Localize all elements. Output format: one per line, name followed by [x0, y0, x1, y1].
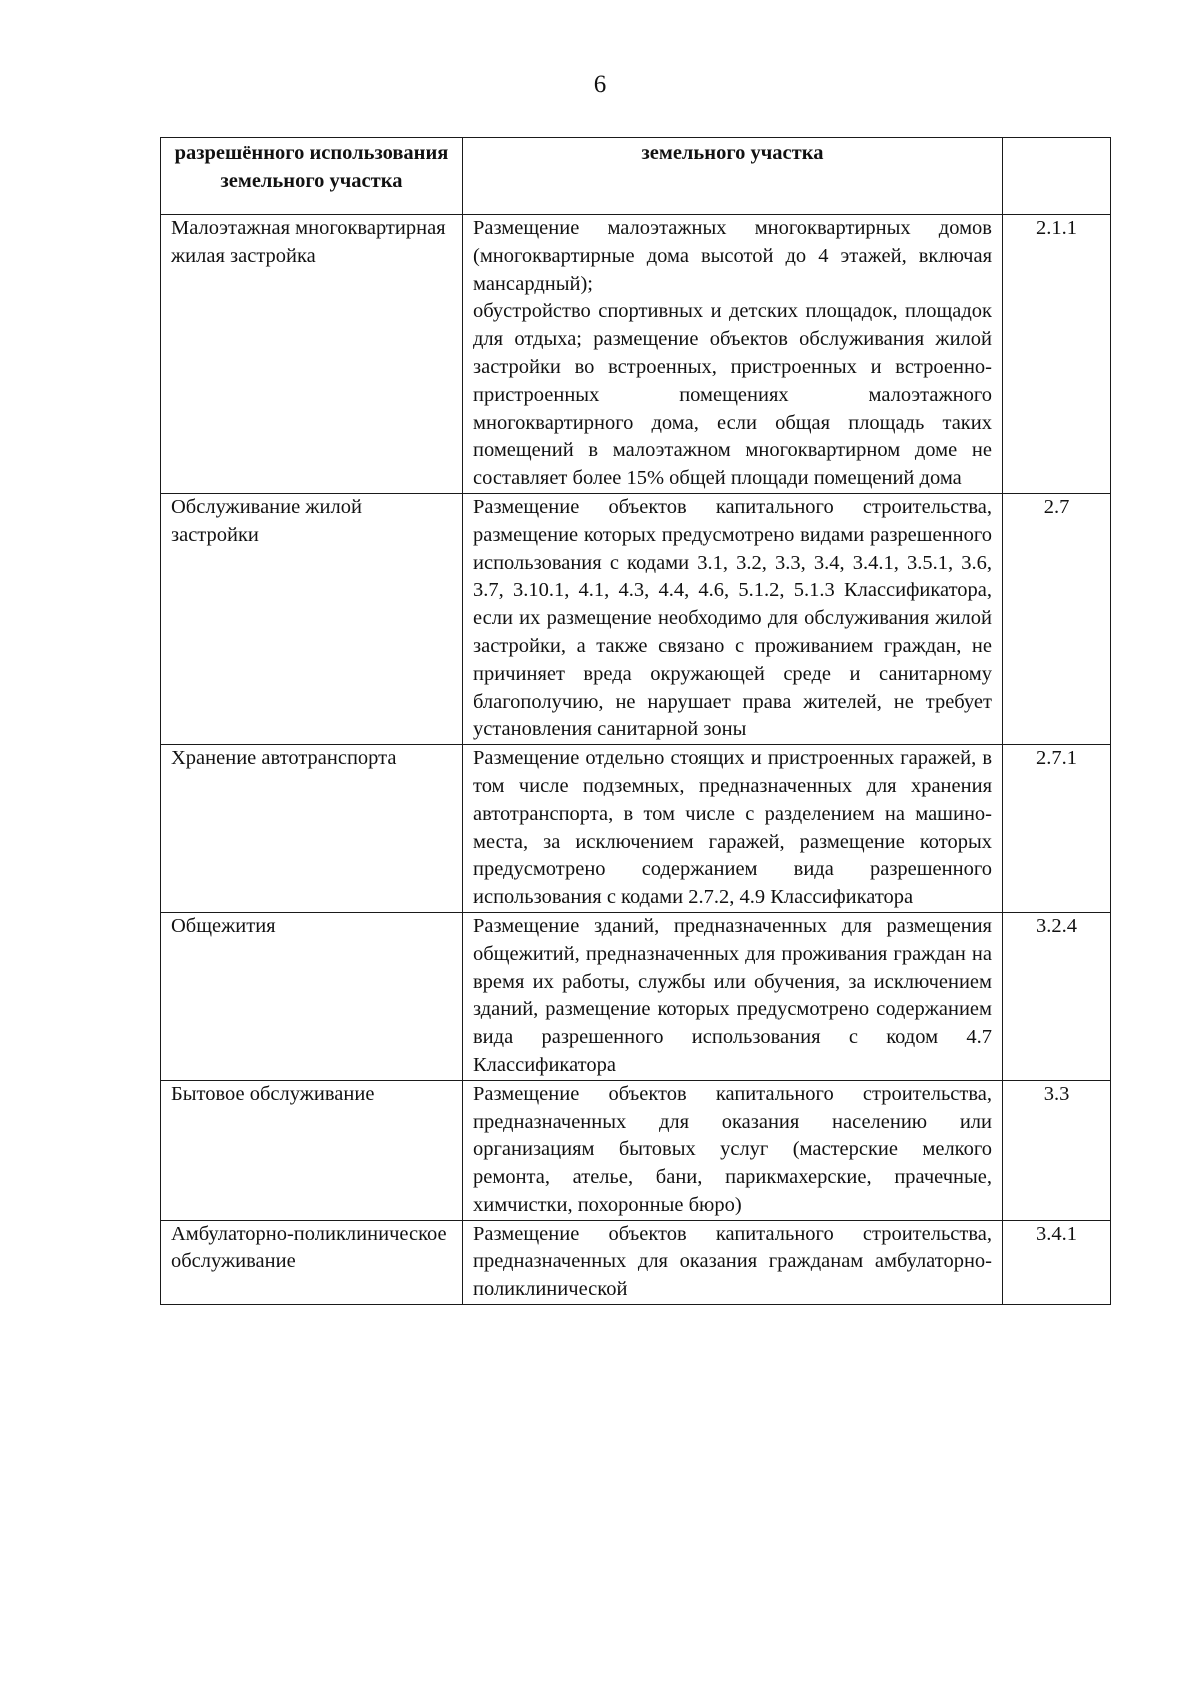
row-code: 2.7 — [1003, 493, 1111, 744]
row-code: 3.3 — [1003, 1080, 1111, 1220]
description-paragraph: Размещение объектов капитального строительства, предназначенных для оказания населению или организациям бытовых услуг (мастерские мелкого ремонта, ателье, бани, парикмахерские, прачечные, химчистки, похоронные бюро) — [473, 1082, 992, 1216]
row-use-name: Хранение автотранспорта — [161, 745, 463, 913]
row-use-name: Амбулаторно-поликлиническое обслуживание — [161, 1220, 463, 1304]
table-header-row — [161, 138, 1111, 215]
row-use-name: Малоэтажная многоквартирная жилая застройка — [161, 215, 463, 494]
table-row — [161, 215, 1111, 494]
table-row — [161, 1080, 1111, 1220]
row-description — [463, 1220, 1003, 1304]
header-cell-description: земельного участка — [463, 138, 1003, 215]
row-description — [463, 745, 1003, 913]
description-paragraph: Размещение малоэтажных многоквартирных домов (многоквартирные дома высотой до 4 этажей, включая мансардный); — [473, 217, 992, 295]
row-description — [463, 912, 1003, 1080]
row-description — [463, 1080, 1003, 1220]
table-row — [161, 493, 1111, 744]
description-paragraph: обустройство спортивных и детских площадок, площадок для отдыха; размещение объектов обслуживания жилой застройки во встроенных, пристроенных и встроенно-пристроенных помещениях малоэтажного многоквартирного дома, если общая площадь таких помещений в малоэтажном многоквартирном доме не составляет более 15% общей площади помещений дома — [473, 300, 992, 490]
row-description — [463, 493, 1003, 744]
description-paragraph: Размещение отдельно стоящих и пристроенных гаражей, в том числе подземных, предназначенных для хранения автотранспорта, в том числе с разделением на машино-места, за исключением гаражей, размещение которых предусмотрено содержанием вида разрешенного использования с кодами 2.7.2, 4.9 Классификатора — [473, 747, 992, 909]
table-row — [161, 912, 1111, 1080]
land-use-table — [160, 137, 1111, 1305]
table-row — [161, 1220, 1111, 1304]
row-use-name: Общежития — [161, 912, 463, 1080]
row-use-name: Обслуживание жилой застройки — [161, 493, 463, 744]
page-number: 6 — [593, 71, 607, 98]
description-paragraph: Размещение объектов капитального строительства, размещение которых предусмотрено видами разрешенного использования с кодами 3.1, 3.2, 3.3, 3.4, 3.4.1, 3.5.1, 3.6, 3.7, 3.10.1, 4.1, 4.3, 4.4, 4.6, 5.1.2, 5.1.3 Классификатора, если их размещение необходимо для обслуживания жилой застройки, а также связано с проживанием граждан, не причиняет вреда окружающей среде и санитарному благополучию, не нарушает права жителей, не требует установления санитарной зоны — [473, 495, 992, 741]
row-use-name: Бытовое обслуживание — [161, 1080, 463, 1220]
description-paragraph: Размещение объектов капитального строительства, предназначенных для оказания гражданам амбулаторно-поликлинической — [473, 1222, 992, 1301]
table-row — [161, 745, 1111, 913]
row-code: 2.7.1 — [1003, 745, 1111, 913]
row-code: 3.2.4 — [1003, 912, 1111, 1080]
header-cell-use-type: разрешённого использования земельного участка — [161, 138, 463, 215]
row-code: 2.1.1 — [1003, 215, 1111, 494]
row-description — [463, 215, 1003, 494]
row-code: 3.4.1 — [1003, 1220, 1111, 1304]
description-paragraph: Размещение зданий, предназначенных для размещения общежитий, предназначенных для проживания граждан на время их работы, службы или обучения, за исключением зданий, размещение которых предусмотрено содержанием вида разрешенного использования с кодом 4.7 Классификатора — [473, 914, 992, 1076]
header-cell-code — [1003, 138, 1111, 215]
